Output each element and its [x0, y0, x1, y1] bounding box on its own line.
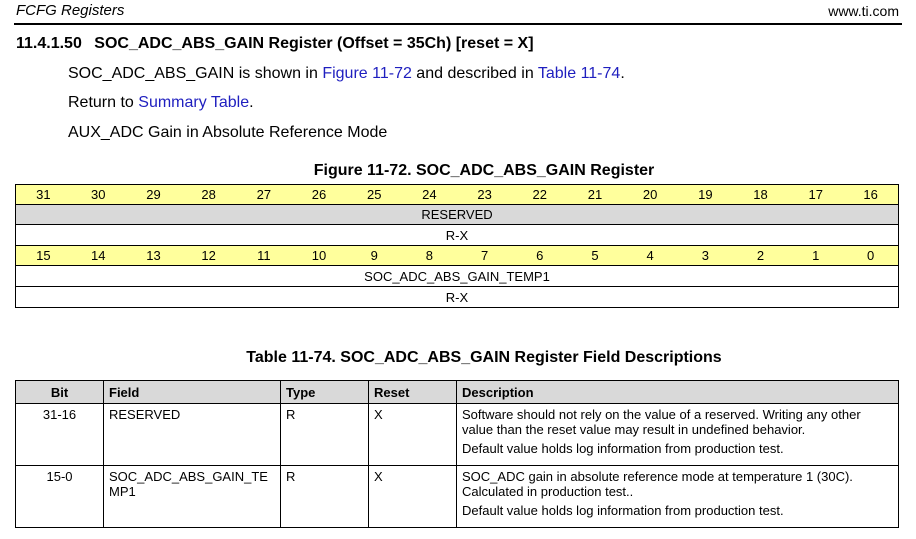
register-description: AUX_ADC Gain in Absolute Reference Mode: [68, 124, 388, 141]
description-cell: [457, 466, 899, 528]
figure-title: Figure 11-72. SOC_ADC_ABS_GAIN Register: [313, 162, 655, 179]
field-cell: SOC_ADC_ABS_GAIN_TEMP1: [104, 466, 281, 528]
field-cell: RESERVED: [104, 404, 281, 466]
header-divider: [14, 23, 902, 25]
bit-number-cell: 18: [733, 185, 788, 205]
reserved-access-cell: R-X: [16, 225, 899, 246]
table-row: [16, 404, 899, 466]
bit-number-cell: 14: [71, 246, 126, 266]
table-header-row: [16, 381, 899, 404]
section-heading: SOC_ADC_ABS_GAIN Register (Offset = 35Ch) [reset = X]: [94, 35, 534, 52]
description-note: Default value holds log information from production test.: [462, 441, 784, 456]
low-bits-row: [16, 246, 899, 266]
reset-cell: X: [369, 466, 457, 528]
bit-number-cell: 2: [733, 246, 788, 266]
bit-number-cell: 27: [236, 185, 291, 205]
table-row: [16, 466, 899, 528]
bit-number-cell: 28: [181, 185, 236, 205]
bit-number-cell: 0: [843, 246, 898, 266]
bit-number-cell: 21: [567, 185, 622, 205]
high-bits-row: [16, 185, 899, 205]
summary-table-link[interactable]: Summary Table: [138, 94, 250, 111]
intro-text: SOC_ADC_ABS_GAIN is shown in: [68, 65, 323, 82]
intro-text: and described in: [411, 65, 538, 82]
bit-number-cell: 15: [16, 246, 71, 266]
type-cell: R: [281, 404, 369, 466]
bit-number-cell: 31: [16, 185, 71, 205]
bit-number-cell: 24: [402, 185, 457, 205]
intro-text: Return to: [68, 94, 139, 111]
gain-access-cell: R-X: [16, 287, 899, 308]
description-note: Default value holds log information from production test.: [462, 503, 784, 518]
bit-number-cell: 26: [291, 185, 346, 205]
type-column-header: Type: [281, 381, 369, 404]
type-cell: R: [281, 466, 369, 528]
reset-column-header: Reset: [369, 381, 457, 404]
section-title: [16, 35, 534, 53]
table-link[interactable]: Table 11-74: [537, 65, 621, 82]
field-descriptions-table: [15, 380, 899, 528]
bit-number-cell: 3: [678, 246, 733, 266]
bit-number-cell: 4: [623, 246, 678, 266]
bit-number-cell: 5: [567, 246, 622, 266]
description-column-header: Description: [457, 381, 899, 404]
website-link[interactable]: www.ti.com: [828, 3, 899, 19]
reserved-field-cell: RESERVED: [16, 205, 899, 225]
bit-number-cell: 17: [788, 185, 843, 205]
intro-paragraph-1: [68, 65, 625, 83]
intro-text: .: [620, 65, 625, 82]
reset-cell: X: [369, 404, 457, 466]
document-section-header: FCFG Registers: [16, 2, 125, 19]
intro-paragraph-2: [68, 94, 254, 112]
bit-number-cell: 7: [457, 246, 512, 266]
bit-number-cell: 16: [843, 185, 898, 205]
bit-cell: 31-16: [16, 404, 104, 466]
bit-number-cell: 11: [236, 246, 291, 266]
register-bit-diagram: [15, 184, 899, 308]
bit-number-cell: 23: [457, 185, 512, 205]
description-cell: [457, 404, 899, 466]
bit-number-cell: 1: [788, 246, 843, 266]
bit-cell: 15-0: [16, 466, 104, 528]
bit-number-cell: 19: [678, 185, 733, 205]
table-title: Table 11-74. SOC_ADC_ABS_GAIN Register Field Descriptions: [246, 349, 722, 366]
field-column-header: Field: [104, 381, 281, 404]
bit-number-cell: 25: [347, 185, 402, 205]
bit-number-cell: 10: [291, 246, 346, 266]
bit-number-cell: 30: [71, 185, 126, 205]
bit-number-cell: 8: [402, 246, 457, 266]
description-text: Software should not rely on the value of a reserved. Writing any other value than the reset value may result in undefined behavior.: [462, 407, 861, 437]
intro-text: .: [249, 94, 254, 111]
bit-column-header: Bit: [16, 381, 104, 404]
bit-number-cell: 22: [512, 185, 567, 205]
bit-number-cell: 6: [512, 246, 567, 266]
gain-field-cell: SOC_ADC_ABS_GAIN_TEMP1: [16, 266, 899, 287]
bit-number-cell: 13: [126, 246, 181, 266]
bit-number-cell: 20: [623, 185, 678, 205]
description-text: SOC_ADC gain in absolute reference mode at temperature 1 (30C). Calculated in production test..: [462, 469, 853, 499]
section-number: 11.4.1.50: [16, 35, 82, 52]
bit-number-cell: 9: [347, 246, 402, 266]
bit-number-cell: 12: [181, 246, 236, 266]
bit-number-cell: 29: [126, 185, 181, 205]
figure-link[interactable]: Figure 11-72: [322, 65, 412, 82]
